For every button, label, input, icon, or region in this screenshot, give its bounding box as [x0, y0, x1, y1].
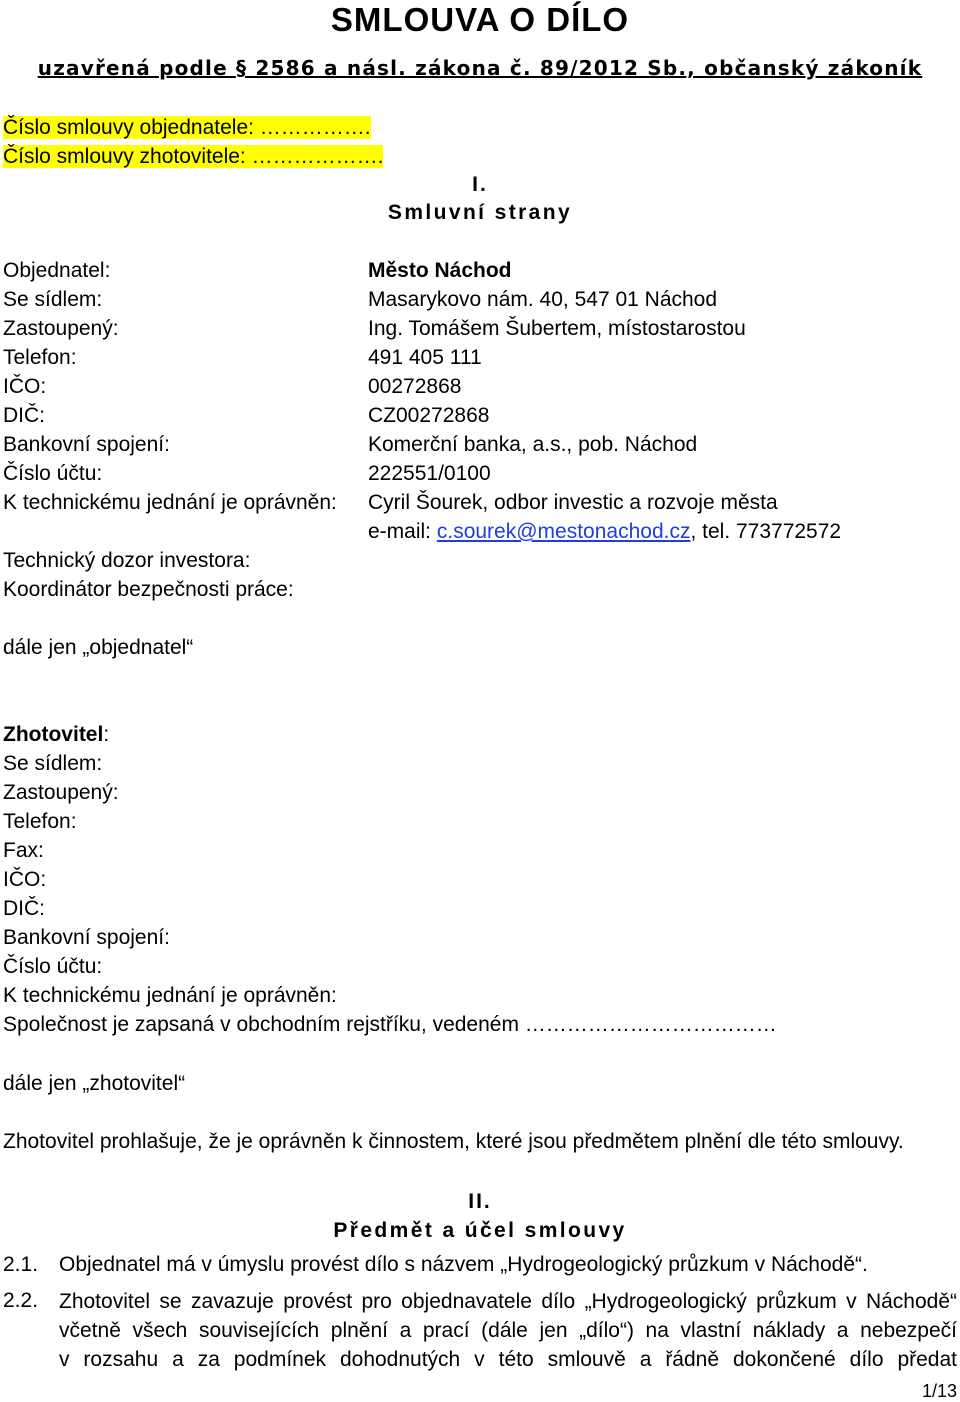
contractor-contract-number-text: Číslo smlouvy zhotovitele: ……………….	[3, 145, 384, 168]
client-ico-value: 00272868	[368, 375, 462, 398]
section-1-number: I.	[472, 173, 488, 196]
client-technical-contact-value: Cyril Šourek, odbor investic a rozvoje města	[368, 491, 778, 514]
client-bank-label: Bankovní spojení:	[3, 433, 170, 456]
document-subtitle: uzavřená podle § 2586 a násl. zákona č. 89/2012 Sb., občanský zákoník	[37, 56, 923, 80]
clause-2-1-text: Objednatel má v úmyslu provést dílo s názvem „Hydrogeologický průzkum v Náchodě“.	[59, 1253, 868, 1276]
section-1-title: Smluvní strany	[387, 201, 573, 224]
client-contract-number-text: Číslo smlouvy objednatele: …………….	[3, 116, 371, 139]
clause-2-1-number: 2.1.	[3, 1253, 39, 1276]
client-label: Objednatel:	[3, 259, 111, 282]
email-link[interactable]: c.sourek@mestonachod.cz	[436, 520, 691, 543]
client-account-label: Číslo účtu:	[3, 462, 103, 485]
section-2-title: Předmět a účel smlouvy	[333, 1219, 627, 1242]
client-phone-value: 491 405 111	[368, 346, 482, 369]
client-representative-value: Ing. Tomášem Šubertem, místostarostou	[368, 317, 746, 340]
contractor-phone-label: Telefon:	[3, 810, 77, 833]
contractor-seat-label: Se sídlem:	[3, 752, 103, 775]
clause-2-2-line-2: včetně všech souvisejících plnění a prací (dále jen „dílo“) na vlastní náklady a nebezpečí	[59, 1319, 957, 1342]
client-representative-label: Zastoupený:	[3, 317, 119, 340]
contractor-representative-label: Zastoupený:	[3, 781, 119, 804]
client-dic-value: CZ00272868	[368, 404, 490, 427]
technical-supervision-label: Technický dozor investora:	[3, 549, 251, 572]
client-hereinafter: dále jen „objednatel“	[3, 636, 194, 659]
client-bank-value: Komerční banka, a.s., pob. Náchod	[368, 433, 698, 456]
clause-2-2-line-3: v rozsahu a za podmínek dohodnutých v této smlouvě a řádně dokončené dílo předat	[59, 1348, 957, 1371]
clause-2-2-number: 2.2.	[3, 1289, 39, 1312]
contractor-contract-number	[3, 143, 383, 171]
contractor-hereinafter: dále jen „zhotovitel“	[3, 1072, 186, 1095]
safety-coordinator-label: Koordinátor bezpečnosti práce:	[3, 578, 294, 601]
contractor-ico-label: IČO:	[3, 868, 47, 891]
document-title: SMLOUVA O DÍLO	[330, 1, 630, 38]
contractor-technical-contact-label: K technickému jednání je oprávněn:	[3, 984, 337, 1007]
client-ico-label: IČO:	[3, 375, 47, 398]
contractor-register-label: Společnost je zapsaná v obchodním rejstříku, vedeném ………………………………	[3, 1013, 777, 1036]
contractor-label-line	[3, 721, 109, 749]
contractor-declaration: Zhotovitel prohlašuje, že je oprávněn k činnostem, které jsou předmětem plnění dle této smlouvy.	[3, 1130, 904, 1153]
email-prefix: e-mail:	[368, 520, 437, 543]
contractor-bank-label: Bankovní spojení:	[3, 926, 170, 949]
client-technical-contact-label: K technickému jednání je oprávněn:	[3, 491, 337, 514]
client-seat-value: Masarykovo nám. 40, 547 01 Náchod	[368, 288, 718, 311]
section-2-number: II.	[468, 1190, 492, 1213]
client-seat-label: Se sídlem:	[3, 288, 103, 311]
phone-text: , tel. 773772572	[690, 520, 842, 543]
client-contract-number	[3, 114, 371, 142]
contractor-account-label: Číslo účtu:	[3, 955, 103, 978]
client-name: Město Náchod	[368, 259, 512, 282]
client-contact-line	[368, 518, 841, 546]
client-phone-label: Telefon:	[3, 346, 77, 369]
contractor-fax-label: Fax:	[3, 839, 44, 862]
client-account-value: 222551/0100	[368, 462, 491, 485]
page-number: 1/13	[921, 1381, 957, 1401]
clause-2-2-line-1: Zhotovitel se zavazuje provést pro objednavatele dílo „Hydrogeologický průzkum v Náchodě“	[59, 1290, 957, 1313]
client-dic-label: DIČ:	[3, 404, 45, 427]
contractor-label-colon: :	[103, 723, 110, 746]
contractor-dic-label: DIČ:	[3, 897, 45, 920]
contractor-label: Zhotovitel	[3, 723, 104, 746]
